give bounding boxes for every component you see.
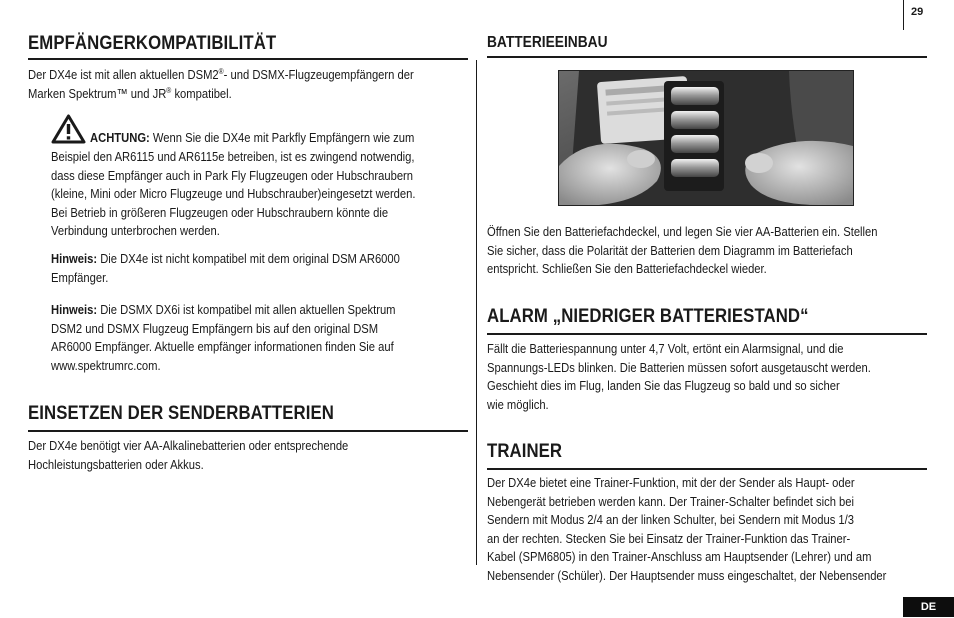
section-title-trainer: TRAINER — [487, 440, 563, 462]
note-dx6i: Hinweis: Die DSMX DX6i ist kompatibel mit allen aktuellen Spektrum DSM2 und DSMX Flugzeug Empfängern bis auf den original DSM AR6000 Empfänger. Aktuelle empfänger informationen finden Sie auf www.spektrumrc.com. — [51, 302, 396, 373]
trainer-text: Der DX4e bietet eine Trainer-Funktion, mit der der Sender als Haupt- oder Nebengerät betrieben werden kann. Der Trainer-Schalter befindet sich bei Sendern mit Modus 2/4 an der linken Schulter, bei Sendern mit Modus 1/3 an der rechten. Stecken Sie bei Einsatz der Trainer-Funktion das Trainer- Kabel (SPM6805) in den Trainer-Anschluss am Hauptsender (Lehrer) und am Nebensender (Schüler). Der Hauptsender muss eingeschaltet, der Nebensender — [487, 475, 887, 583]
page-number-divider — [903, 0, 904, 30]
section-title-insert-batteries: EINSETZEN DER SENDERBATTERIEN — [28, 402, 334, 424]
battery-installation-text: Öffnen Sie den Batteriefachdeckel, und legen Sie vier AA-Batterien ein. Stellen Sie sicher, dass die Polarität der Batterien dem Diagramm im Batteriefach entspricht. Schließen Sie den Batteriefachdeckel wieder. — [487, 224, 878, 277]
language-tab: DE — [903, 597, 954, 617]
warning-text: Beispiel den AR6115 und AR6115e betreiben, ist es zwingend notwendig, dass diese Empfänger auch in Park Fly Flugzeugen oder Hubschraubern (kleine, Mini oder Micro Flugzeuge und Hubschrauber)eingesetzt werden. Bei Betrieb in größeren Flugzeugen oder Hubschraubern könnte die Verbindung unterbrochen werden. — [51, 149, 416, 239]
compatibility-intro: Der DX4e ist mit allen aktuellen DSM2®- und DSMX-Flugzeugempfängern der Marken Spektrum™ und JR® kompatibel. — [28, 67, 414, 101]
section-rule — [487, 56, 927, 58]
section-title-receiver-compatibility: EMPFÄNGERKOMPATIBILITÄT — [28, 32, 277, 54]
section-rule — [487, 468, 927, 470]
insert-batteries-text: Der DX4e benötigt vier AA-Alkalinebatterien oder entsprechende Hochleistungsbatterien oder Akkus. — [28, 438, 349, 472]
section-title-battery-installation: BATTERIEEINBAU — [487, 34, 608, 51]
low-battery-alarm-text: Fällt die Batteriespannung unter 4,7 Volt, ertönt ein Alarmsignal, und die Spannungs-LEDs blinken. Die Batterien müssen sofort ausgetauscht werden. Geschieht dies im Flug, landen Sie das Flugzeug so bald und so sicher wie möglich. — [487, 341, 871, 412]
section-rule — [28, 430, 468, 432]
note-dsm-ar6000: Hinweis: Die DX4e ist nicht kompatibel mit dem original DSM AR6000 Empfänger. — [51, 251, 400, 285]
warning-text-first-line: ACHTUNG: Wenn Sie die DX4e mit Parkfly Empfängern wie zum — [90, 130, 415, 145]
section-rule — [28, 58, 468, 60]
page-number: 29 — [911, 6, 924, 18]
battery-compartment-photo — [558, 70, 854, 206]
warning-icon — [51, 114, 86, 144]
column-divider — [476, 60, 477, 565]
section-title-low-battery-alarm: ALARM „NIEDRIGER BATTERIESTAND“ — [487, 305, 809, 327]
section-rule — [487, 333, 927, 335]
